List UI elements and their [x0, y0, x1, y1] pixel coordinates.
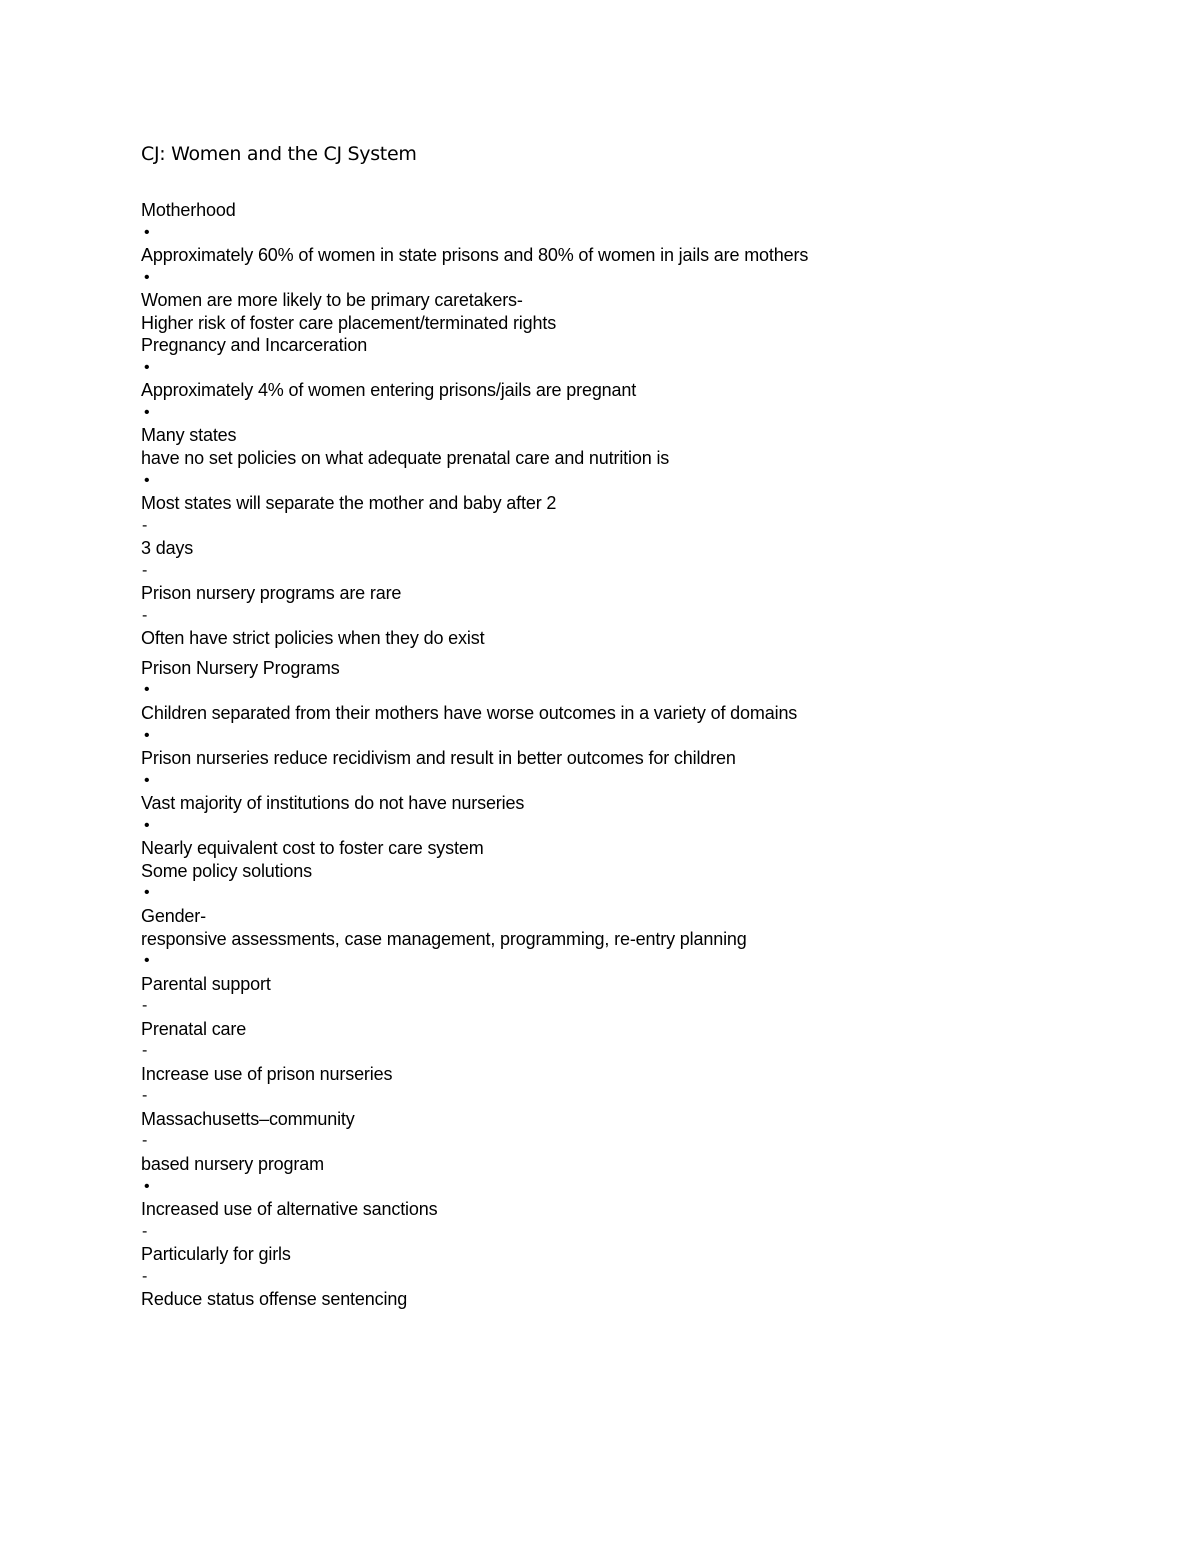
dash-marker: -	[142, 1042, 148, 1060]
text-line: Prenatal care	[141, 1018, 247, 1039]
bullet-marker: •	[144, 358, 150, 376]
document-title: CJ: Women and the CJ System	[141, 143, 417, 165]
dash-marker: -	[142, 561, 148, 579]
bullet-marker: •	[144, 816, 150, 834]
bullet-marker: •	[144, 771, 150, 789]
text-line: Children separated from their mothers have worse outcomes in a variety of domains	[141, 703, 798, 724]
text-line: Often have strict policies when they do exist	[141, 628, 485, 649]
text-line: Many states	[141, 425, 237, 446]
document-body	[141, 199, 1141, 1311]
paragraph-spacer	[141, 650, 1141, 657]
text-line: Women are more likely to be primary caretakers-	[141, 290, 523, 311]
bullet-marker: •	[144, 403, 150, 421]
text-line: Vast majority of institutions do not have nurseries	[141, 793, 525, 814]
bullet-marker: •	[144, 1177, 150, 1195]
bullet-marker: •	[144, 681, 150, 699]
text-line: Most states will separate the mother and baby after 2	[141, 493, 557, 514]
text-line: Massachusetts–community	[141, 1108, 355, 1129]
section-heading-pregnancy: Pregnancy and Incarceration	[141, 335, 368, 356]
text-line: responsive assessments, case management, programming, re-entry planning	[141, 928, 747, 949]
dash-marker: -	[142, 516, 148, 534]
text-line: Higher risk of foster care placement/terminated rights	[141, 312, 557, 333]
dash-marker: -	[142, 1087, 148, 1105]
dash-marker: -	[142, 1132, 148, 1150]
bullet-marker: •	[144, 471, 150, 489]
text-line: Approximately 60% of women in state prisons and 80% of women in jails are mothers	[141, 245, 809, 266]
text-line: Parental support	[141, 973, 271, 994]
dash-marker: -	[142, 1267, 148, 1285]
bullet-marker: •	[144, 268, 150, 286]
dash-marker: -	[142, 1222, 148, 1240]
text-line: Reduce status offense sentencing	[141, 1289, 408, 1310]
text-line: Approximately 4% of women entering prisons/jails are pregnant	[141, 380, 637, 401]
text-line: have no set policies on what adequate prenatal care and nutrition is	[141, 448, 670, 469]
dash-marker: -	[142, 997, 148, 1015]
text-line: Prison nurseries reduce recidivism and result in better outcomes for children	[141, 748, 736, 769]
section-heading-policy-solutions: Some policy solutions	[141, 860, 312, 881]
section-heading-nursery-programs: Prison Nursery Programs	[141, 657, 340, 678]
text-line: 3 days	[141, 538, 194, 559]
text-line: Increase use of prison nurseries	[141, 1063, 393, 1084]
bullet-marker: •	[144, 726, 150, 744]
text-line: Increased use of alternative sanctions	[141, 1199, 438, 1220]
dash-marker: -	[142, 606, 148, 624]
bullet-marker: •	[144, 884, 150, 902]
text-line: Gender-	[141, 905, 206, 926]
bullet-marker: •	[144, 952, 150, 970]
bullet-marker: •	[144, 223, 150, 241]
text-line: based nursery program	[141, 1153, 324, 1174]
text-line: Prison nursery programs are rare	[141, 583, 402, 604]
text-line: Nearly equivalent cost to foster care system	[141, 838, 484, 859]
text-line: Particularly for girls	[141, 1244, 291, 1265]
section-heading-motherhood: Motherhood	[141, 200, 236, 220]
